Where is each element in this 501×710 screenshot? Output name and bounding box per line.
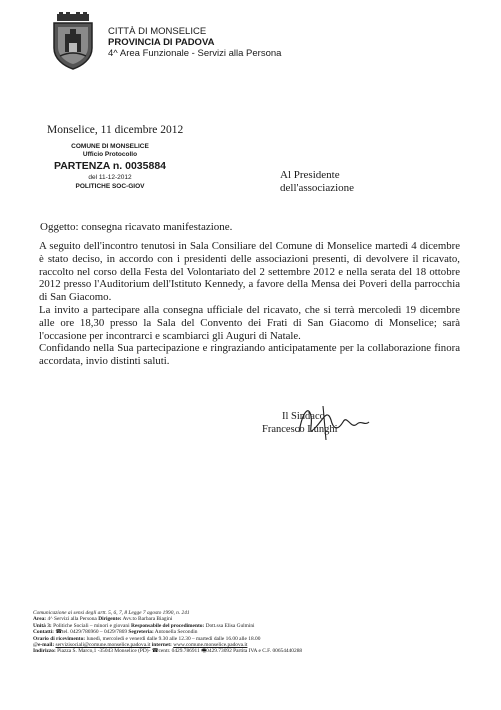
recipient-line-2: dell'associazione <box>280 182 355 194</box>
header-province: PROVINCIA DI PADOVA <box>108 37 215 48</box>
email-link[interactable]: servizisociali@comune.monselice.padova.it <box>55 642 151 649</box>
footer-legal: Comunicazione ai sensi degli artt. 5, 6, 7, 8 Legge 7 agosto 1990, n. 241 <box>33 610 190 616</box>
body-paragraph-3: Confidando nella Sua partecipazione e ringraziando anticipatamente per la collaborazione finora accordata, invio distinti saluti. <box>39 342 460 368</box>
subject-line: Oggetto: consegna ricavato manifestazione. <box>40 221 233 233</box>
date-line: Monselice, 11 dicembre 2012 <box>47 124 184 136</box>
footer-area-row: Area: 4^ Servizi alla Persona Dirigente: Avv.to Barbara Biagini <box>33 616 173 623</box>
footer-email-row: @e-mail: servizisociali@comune.monselice.padova.it internet: www.comune.monselice.padova.it <box>33 642 248 649</box>
footer <box>33 610 483 655</box>
stamp-comune: COMUNE DI MONSELICE <box>71 143 149 150</box>
stamp-date: del 11-12-2012 <box>88 174 132 181</box>
footer-orario-row: Orario di ricevimento: lunedì, mercoledì e venerdì dalle 9.30 alle 12.30 – martedì dalle 16.00 alle 18.00 <box>33 635 261 642</box>
signature-title: Il Sindaco <box>282 411 325 422</box>
stamp-ufficio: Ufficio Protocollo <box>82 151 138 158</box>
footer-indirizzo-row: Indirizzo: Piazza S. Marco,1 -35043 Monselice (PD)- ☎centr. 0429.786911 🖷0429.73092 Partita IVA e C.F. 00654440288 <box>33 648 303 655</box>
body-paragraph-2: La invito a partecipare alla consegna ufficiale del ricavato, che si terrà mercoledì 19 dicembre alle ore 18,30 presso la Sala del Convento dei Frati di San Giacomo di Monselice; sarà l'occasione per incontrarci e scambiarci gli Auguri di Natale. <box>39 303 460 342</box>
stamp-partenza: PARTENZA n. 0035884 <box>53 160 167 172</box>
footer-unita-row: Unità 3: Politiche Sociali – minori e giovani Responsabile del procedimento: Dott.ssa Elisa Gulmini <box>33 622 255 629</box>
recipient-line-1: Al Presidente <box>280 169 340 181</box>
stamp-politiche: POLITICHE SOC-GIOV <box>75 183 145 190</box>
header-area: 4^ Area Funzionale - Servizi alla Persona <box>108 48 282 59</box>
city-crest <box>50 12 96 70</box>
footer-contatti-row: Contatti: ☎tel. 0429/786960 – 0429/7869 Segreteria: Antonella Secondin <box>33 629 198 636</box>
email-icon: @ <box>33 642 38 649</box>
header-city: CITTÀ DI MONSELICE <box>108 26 207 37</box>
handwritten-signature <box>293 402 371 442</box>
signature-name: Francesco Lunghi <box>262 424 338 435</box>
letter-body <box>39 240 460 368</box>
internet-link[interactable]: www.comune.monselice.padova.it <box>173 642 248 649</box>
body-paragraph-1: A seguito dell'incontro tenutosi in Sala Consiliare del Comune di Monselice martedì 4 dicembre è stato deciso, in accordo con i presidenti delle associazioni presenti, di devolvere il ricavato, raccolto nel corso della Festa del Volontariato del 2 settembre 2012 e nella serata del 18 ottobre 2012 presso l'Auditorium dell'Istituto Kennedy, a favore della Mensa dei Poveri della parrocchia di San Giacomo. <box>39 240 460 304</box>
